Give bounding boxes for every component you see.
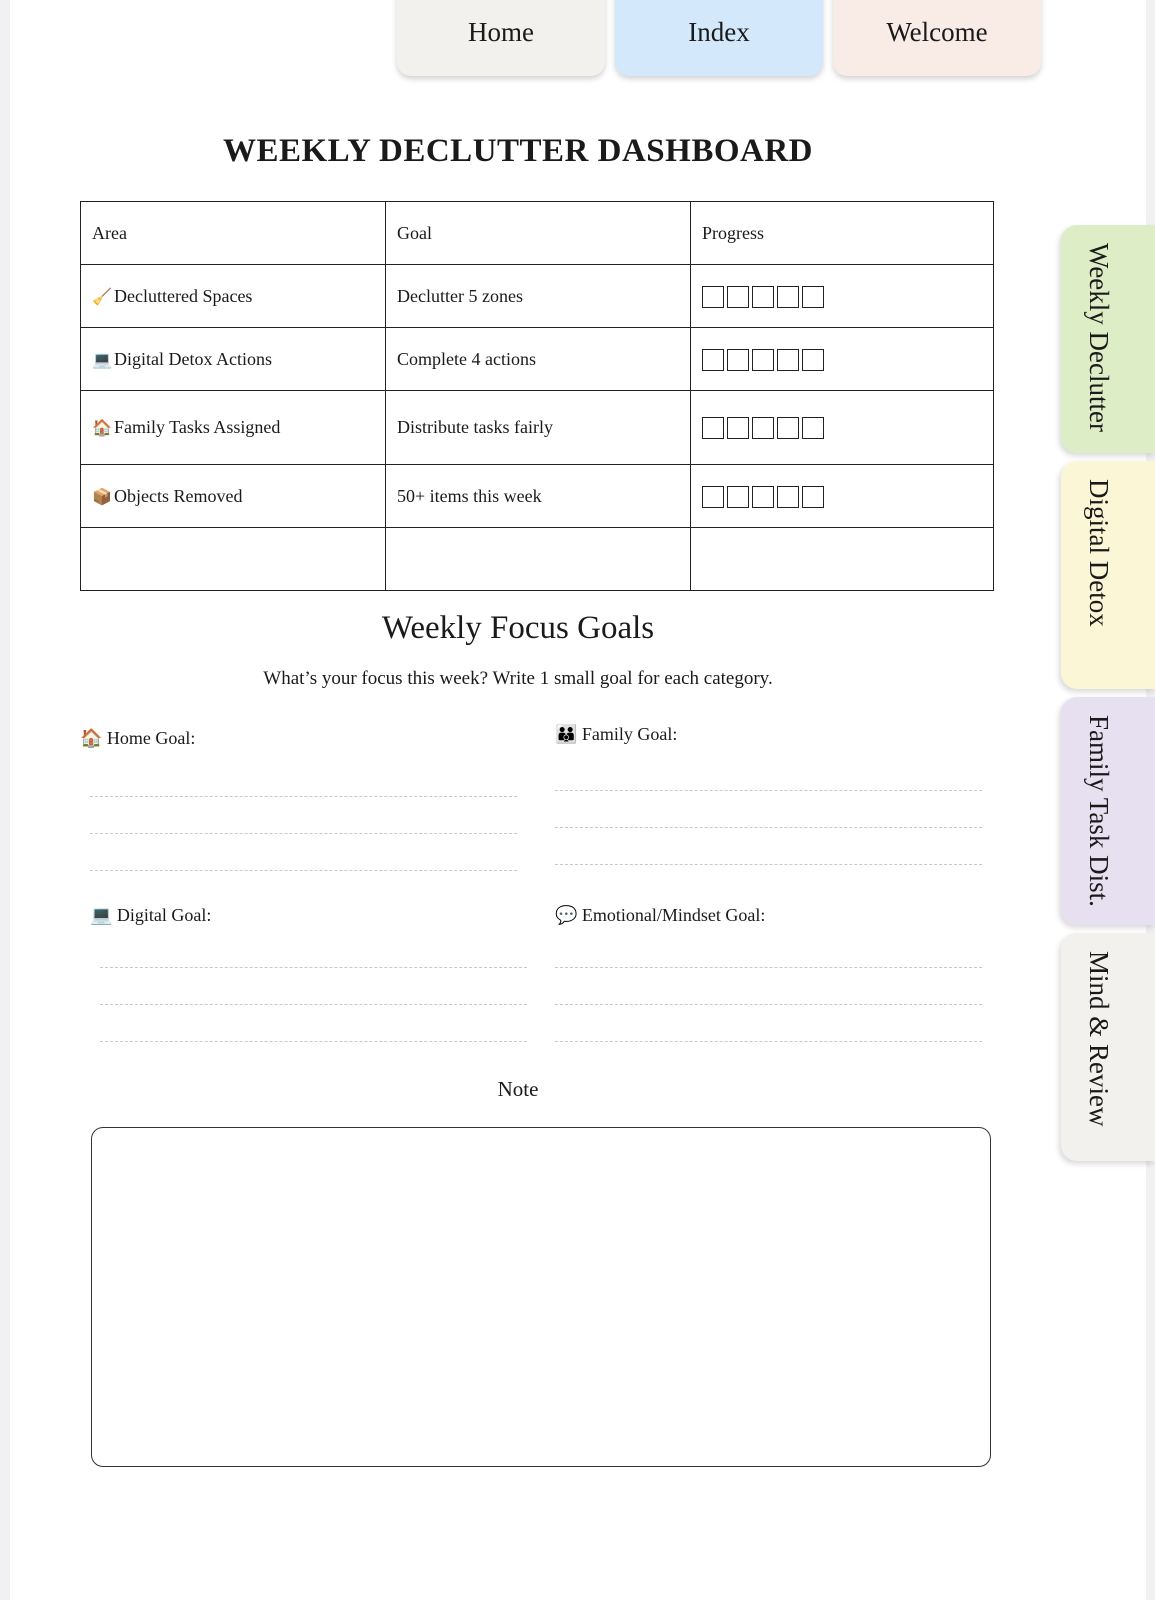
- emotional-goal-line[interactable]: [555, 1041, 982, 1042]
- header-goal: Goal: [386, 202, 691, 265]
- goal-label-text: Emotional/Mindset Goal:: [581, 905, 766, 925]
- house-icon: 🏠: [80, 728, 103, 748]
- progress-checkbox[interactable]: [752, 417, 774, 439]
- family-goal-section: [555, 724, 982, 865]
- progress-checkbox[interactable]: [777, 486, 799, 508]
- family-goal-line[interactable]: [555, 790, 982, 791]
- family-goal-line[interactable]: [555, 864, 982, 865]
- progress-checkbox[interactable]: [727, 486, 749, 508]
- progress-cell: [691, 391, 994, 465]
- goal-label-text: Digital Goal:: [116, 905, 212, 925]
- progress-checkbox[interactable]: [802, 417, 824, 439]
- digital-goal-line[interactable]: [100, 1041, 527, 1042]
- progress-checkbox[interactable]: [702, 349, 724, 371]
- tab-home-label: Home: [468, 17, 534, 47]
- side-tab-family-task-dist[interactable]: [1061, 697, 1155, 925]
- goal-cell: Complete 4 actions: [386, 328, 691, 391]
- focus-subtitle: What’s your focus this week? Write 1 small goal for each category.: [263, 668, 773, 689]
- progress-checkbox[interactable]: [752, 349, 774, 371]
- tab-home[interactable]: [397, 0, 605, 76]
- goal-cell: Declutter 5 zones: [386, 265, 691, 328]
- emotional-goal-line[interactable]: [555, 967, 982, 968]
- progress-checkbox[interactable]: [802, 349, 824, 371]
- progress-checkbox[interactable]: [702, 286, 724, 308]
- progress-checkbox[interactable]: [802, 486, 824, 508]
- progress-cell: [691, 328, 994, 391]
- goal-cell: 50+ items this week: [386, 465, 691, 528]
- area-label: Digital Detox Actions: [114, 348, 272, 369]
- progress-checkboxes: [702, 417, 824, 439]
- empty-cell[interactable]: [81, 528, 386, 591]
- box-icon: 📦: [92, 488, 112, 506]
- digital-goal-line[interactable]: [100, 1004, 527, 1005]
- table-row: [81, 391, 994, 465]
- goal-label-text: Home Goal:: [106, 728, 196, 748]
- laptop-icon: 💻: [90, 905, 113, 925]
- emotional-goal-line[interactable]: [555, 1004, 982, 1005]
- progress-checkbox[interactable]: [727, 286, 749, 308]
- side-tab-label: Family Task Dist.: [1084, 715, 1114, 907]
- side-tab-label: Digital Detox: [1084, 479, 1114, 627]
- digital-goal-section: [90, 905, 517, 1042]
- table-row: [81, 328, 994, 391]
- home-goal-line[interactable]: [90, 796, 517, 797]
- family-icon: 👪: [555, 724, 578, 744]
- progress-checkbox[interactable]: [777, 417, 799, 439]
- progress-checkboxes: [702, 349, 824, 371]
- table-row: [81, 265, 994, 328]
- dashboard-table: [80, 201, 994, 591]
- header-area: Area: [81, 202, 386, 265]
- home-goal-line[interactable]: [90, 833, 517, 834]
- progress-checkboxes: [702, 486, 824, 508]
- table-row: [81, 465, 994, 528]
- tab-index-label: Index: [688, 17, 750, 47]
- broom-icon: 🧹: [92, 288, 112, 306]
- family-goal-label: [555, 724, 982, 750]
- house-icon: 🏠: [92, 420, 112, 437]
- side-tab-weekly-declutter[interactable]: [1061, 225, 1155, 453]
- progress-cell: [691, 265, 994, 328]
- note-textarea[interactable]: [91, 1127, 991, 1467]
- progress-checkbox[interactable]: [777, 286, 799, 308]
- area-cell: [81, 391, 386, 465]
- progress-checkbox[interactable]: [727, 417, 749, 439]
- progress-checkbox[interactable]: [777, 349, 799, 371]
- side-tab-label: Weekly Declutter: [1084, 243, 1114, 432]
- progress-checkbox[interactable]: [702, 417, 724, 439]
- area-cell: [81, 328, 386, 391]
- area-cell: [81, 265, 386, 328]
- area-cell: [81, 465, 386, 528]
- home-goal-line[interactable]: [90, 870, 517, 871]
- home-goal-section: [80, 728, 507, 871]
- progress-checkbox[interactable]: [802, 286, 824, 308]
- goal-label-text: Family Goal:: [581, 724, 678, 744]
- page-title: WEEKLY DECLUTTER DASHBOARD: [222, 133, 814, 169]
- area-label: Family Tasks Assigned: [114, 417, 281, 437]
- progress-checkbox[interactable]: [752, 286, 774, 308]
- progress-checkboxes: [702, 286, 824, 308]
- digital-goal-label: [90, 905, 517, 931]
- empty-cell[interactable]: [691, 528, 994, 591]
- area-label: Objects Removed: [114, 485, 243, 506]
- laptop-icon: 💻: [92, 351, 112, 369]
- digital-goal-line[interactable]: [100, 967, 527, 968]
- note-title: Note: [497, 1077, 539, 1101]
- empty-cell[interactable]: [386, 528, 691, 591]
- emotional-goal-section: [555, 905, 982, 1042]
- focus-title: Weekly Focus Goals: [381, 610, 655, 646]
- home-goal-label: [80, 728, 507, 754]
- goal-cell: Distribute tasks fairly: [386, 391, 691, 465]
- speech-bubble-icon: 💬: [555, 905, 578, 925]
- side-tab-digital-detox[interactable]: [1061, 461, 1155, 689]
- side-tab-mind-review[interactable]: [1061, 933, 1155, 1161]
- emotional-goal-label: [555, 905, 982, 931]
- table-row-empty: [81, 528, 994, 591]
- table-header-row: [81, 202, 994, 265]
- progress-checkbox[interactable]: [702, 486, 724, 508]
- progress-cell: [691, 465, 994, 528]
- tab-index[interactable]: [615, 0, 823, 76]
- tab-welcome-label: Welcome: [886, 17, 988, 47]
- family-goal-line[interactable]: [555, 827, 982, 828]
- progress-checkbox[interactable]: [727, 349, 749, 371]
- tab-welcome[interactable]: [833, 0, 1041, 76]
- side-tab-label: Mind & Review: [1084, 951, 1114, 1127]
- progress-checkbox[interactable]: [752, 486, 774, 508]
- header-progress: Progress: [691, 202, 994, 265]
- area-label: Decluttered Spaces: [114, 285, 253, 306]
